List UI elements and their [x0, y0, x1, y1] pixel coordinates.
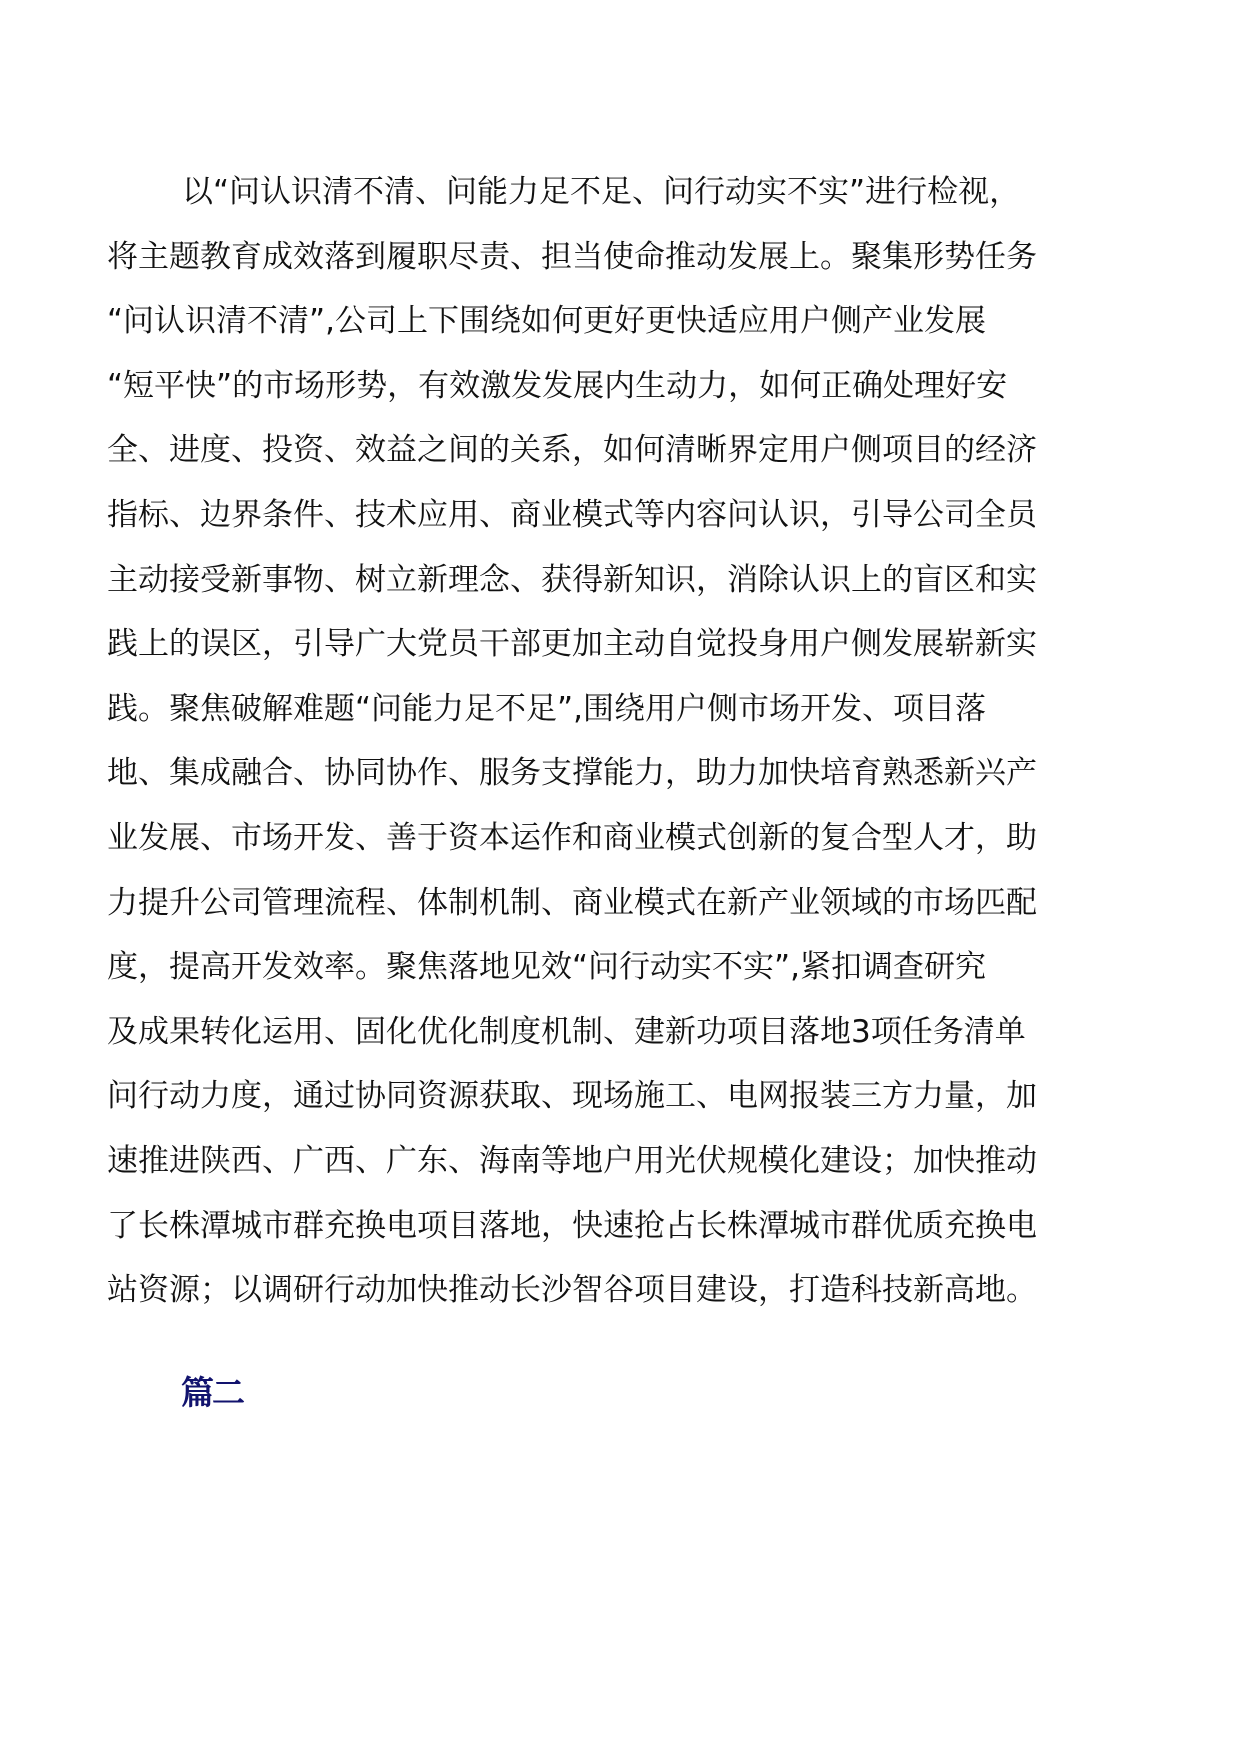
paragraph-line: 了长株潭城市群充换电项目落地，快速抢占长株潭城市群优质充换电 — [107, 1207, 1037, 1244]
paragraph-line: 践。聚焦破解难题“问能力足不足”,围绕用户侧市场开发、项目落 — [107, 690, 986, 727]
paragraph-line: 指标、边界条件、技术应用、商业模式等内容问认识，引导公司全员 — [107, 496, 1037, 533]
section-heading: 篇二 — [181, 1373, 243, 1412]
paragraph-line: 将主题教育成效落到履职尽责、担当使命推动发展上。聚集形势任务 — [107, 238, 1037, 275]
body-paragraph — [107, 160, 1112, 1323]
paragraph-line: 主动接受新事物、树立新理念、获得新知识，消除认识上的盲区和实 — [107, 561, 1037, 598]
paragraph-line: 速推进陕西、广西、广东、海南等地户用光伏规模化建设；加快推动 — [107, 1142, 1037, 1179]
paragraph-line: 全、进度、投资、效益之间的关系，如何清晰界定用户侧项目的经济 — [107, 432, 1037, 469]
paragraph-line: 及成果转化运用、固化优化制度机制、建新功项目落地3项任务清单 — [107, 1013, 1026, 1050]
paragraph-line: 站资源；以调研行动加快推动长沙智谷项目建设，打造科技新高地。 — [107, 1272, 1037, 1309]
paragraph-line: 业发展、市场开发、善于资本运作和商业模式创新的复合型人才，助 — [107, 819, 1037, 856]
paragraph-line: 地、集成融合、协同协作、服务支撑能力，助力加快培育熟悉新兴产 — [107, 755, 1037, 792]
paragraph-line: 践上的误区，引导广大党员干部更加主动自觉投身用户侧发展崭新实 — [107, 626, 1037, 663]
paragraph-line: 问行动力度，通过协同资源获取、现场施工、电网报装三方力量，加 — [107, 1078, 1037, 1115]
paragraph-line: “短平快”的市场形势，有效激发发展内生动力，如何正确处理好安 — [107, 367, 1008, 404]
paragraph-line: “问认识清不清”,公司上下围绕如何更好更快适应用户侧产业发展 — [107, 303, 986, 340]
paragraph-line: 以“问认识清不清、问能力足不足、问行动实不实”进行检视， — [182, 174, 1021, 210]
paragraph-line: 度，提高开发效率。聚焦落地见效“问行动实不实”,紧扣调查研究 — [107, 949, 986, 986]
paragraph-line: 力提升公司管理流程、体制机制、商业模式在新产业领域的市场匹配 — [107, 884, 1037, 921]
